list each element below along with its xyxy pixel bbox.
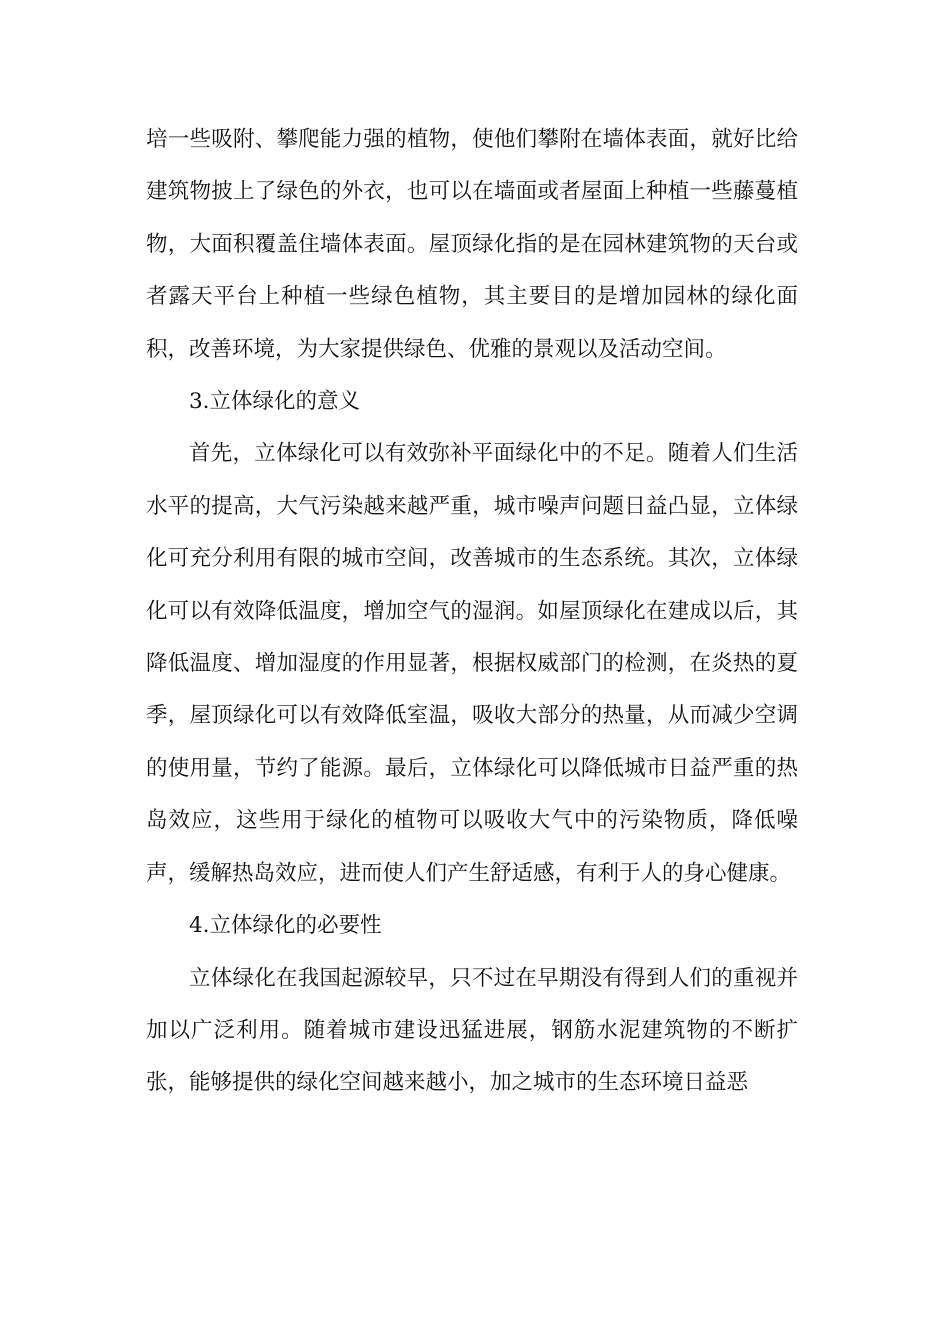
paragraph-continued: 培一些吸附、攀爬能力强的植物，使他们攀附在墙体表面，就好比给建筑物披上了绿色的外衣，也可以在墙面或者屋面上种植一些藤蔓植物，大面积覆盖住墙体表面。屋顶绿化指的是在园林建筑物的天台或者露天平台上种植一些绿色植物，其主要目的是增加园林的绿化面积，改善环境，为大家提供绿色、优雅的景观以及活动空间。 <box>146 127 798 362</box>
section-heading-3: 3.立体绿化的意义 <box>189 389 361 415</box>
document-body <box>146 114 798 1110</box>
paragraph-necessity: 立体绿化在我国起源较早，只不过在早期没有得到人们的重视并加以广泛利用。随着城市建设迅猛进展，钢筋水泥建筑物的不断扩张，能够提供的绿化空间越来越小，加之城市的生态环境日益恶 <box>146 965 798 1096</box>
paragraph-significance: 首先，立体绿化可以有效弥补平面绿化中的不足。随着人们生活水平的提高，大气污染越来越严重，城市噪声问题日益凸显，立体绿化可充分利用有限的城市空间，改善城市的生态系统。其次，立体绿化可以有效降低温度，增加空气的湿润。如屋顶绿化在建成以后，其降低温度、增加湿度的作用显著，根据权威部门的检测，在炎热的夏季，屋顶绿化可以有效降低室温，吸收大部分的热量，从而减少空调的使用量，节约了能源。最后，立体绿化可以降低城市日益严重的热岛效应，这些用于绿化的植物可以吸收大气中的污染物质，降低噪声，缓解热岛效应，进而使人们产生舒适感，有利于人的身心健康。 <box>146 441 798 886</box>
section-heading-4: 4.立体绿化的必要性 <box>189 913 382 939</box>
